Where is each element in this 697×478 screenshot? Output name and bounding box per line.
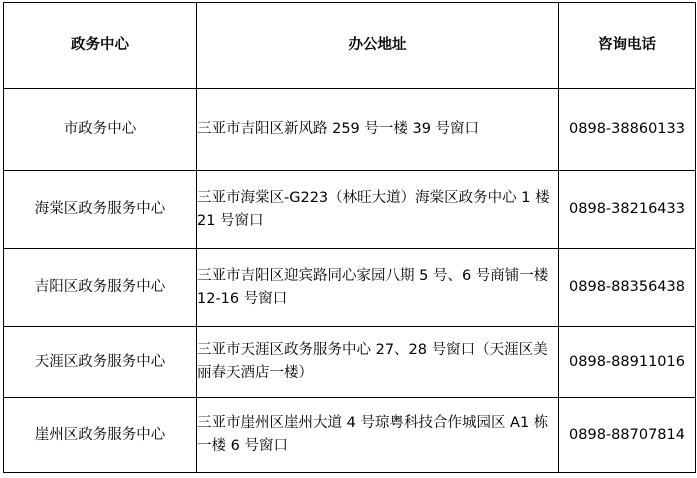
address-cell — [197, 171, 559, 249]
table-row — [4, 327, 696, 398]
government-service-centers-table — [3, 2, 696, 473]
address-text: 三亚市吉阳区新风路 259 号一楼 39 号窗口 — [197, 121, 480, 137]
address-text: 三亚市崖州区崖州大道 4 号琼粤科技合作城园区 A1 栋一楼 6 号窗口 — [197, 415, 549, 454]
phone-cell: 0898-38860133 — [559, 89, 696, 171]
table-row — [4, 249, 696, 327]
address-cell — [197, 327, 559, 398]
header-office-address: 办公地址 — [197, 3, 559, 89]
address-text: 三亚市吉阳区迎宾路同心家园八期 5 号、6 号商铺一楼 12-16 号窗口 — [197, 267, 549, 307]
address-cell — [197, 89, 559, 171]
center-name-cell: 海棠区政务服务中心 — [4, 171, 197, 249]
address-cell — [197, 249, 559, 327]
center-name-cell: 崖州区政务服务中心 — [4, 398, 197, 473]
phone-cell: 0898-88356438 — [559, 249, 696, 327]
center-name-cell: 市政务中心 — [4, 89, 197, 171]
address-text: 三亚市海棠区-G223（林旺大道）海棠区政务中心 1 楼 21 号窗口 — [197, 189, 550, 229]
address-cell — [197, 398, 559, 473]
table-header-row — [4, 3, 696, 89]
center-name-cell: 天涯区政务服务中心 — [4, 327, 197, 398]
header-center-name: 政务中心 — [4, 3, 197, 89]
center-name-cell: 吉阳区政务服务中心 — [4, 249, 197, 327]
phone-cell: 0898-88911016 — [559, 327, 696, 398]
table-row — [4, 398, 696, 473]
table-row — [4, 171, 696, 249]
header-consult-phone: 咨询电话 — [559, 3, 696, 89]
address-text: 三亚市天涯区政务服务中心 27、28 号窗口（天涯区美丽春天酒店一楼） — [197, 342, 548, 381]
phone-cell: 0898-88707814 — [559, 398, 696, 473]
table-row — [4, 89, 696, 171]
phone-cell: 0898-38216433 — [559, 171, 696, 249]
